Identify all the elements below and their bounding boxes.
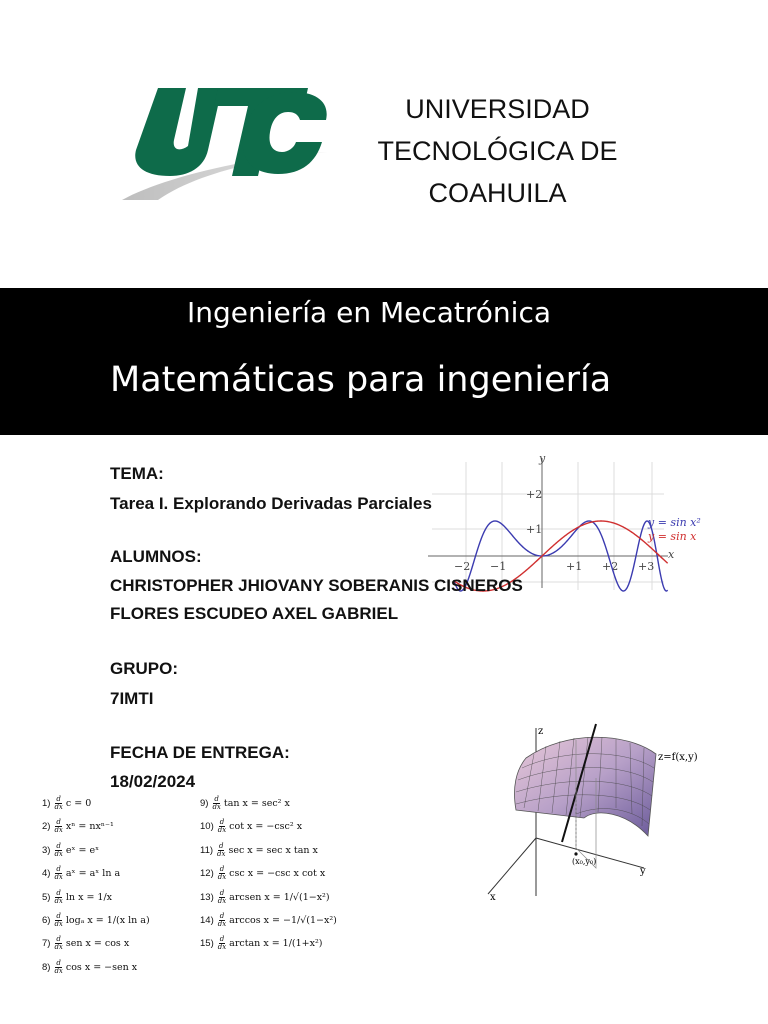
formula-expression: xⁿ = nxⁿ⁻¹ [65, 821, 114, 833]
formula-expression: sec x = sec x tan x [228, 844, 318, 856]
x-tick-3: +3 [638, 560, 655, 573]
ddx-operator: d dx [217, 935, 227, 952]
formula-number: 7) [42, 938, 51, 950]
university-line-3: COAHUILA [428, 178, 567, 208]
ddx-operator: d dx [212, 795, 221, 811]
formula-expression: ln x = 1/x [65, 891, 113, 903]
formula-expression: c = 0 [65, 798, 92, 809]
university-name [345, 88, 650, 214]
formula-number: 13) [200, 891, 214, 903]
ddx-operator: d dx [54, 958, 63, 975]
formula-left-6 [42, 936, 129, 951]
x-axis-label: x [668, 548, 675, 561]
ddx-operator: d dx [54, 841, 63, 858]
formula-number: 9) [200, 798, 209, 809]
formula-left-7 [42, 960, 137, 975]
university-line-1: UNIVERSIDAD [405, 94, 590, 124]
sine-graph [424, 452, 710, 592]
x-label: x [490, 892, 496, 903]
formula-number: 12) [200, 868, 214, 880]
topic-label: TEMA: [110, 464, 164, 483]
formula-left-4 [42, 890, 112, 905]
university-line-2: TECNOLÓGICA DE [377, 136, 618, 166]
students-label: ALUMNOS: [110, 547, 202, 566]
formula-number: 11) [200, 844, 214, 856]
ddx-operator: d dx [217, 888, 227, 905]
date-label: FECHA DE ENTREGA: [110, 743, 290, 762]
formula-right-2 [200, 843, 318, 858]
formula-right-0 [200, 796, 290, 811]
x-axis [488, 838, 536, 894]
formula-expression: cos x = −sen x [65, 961, 138, 973]
ddx-operator: d dx [217, 912, 227, 928]
university-logo [118, 80, 333, 210]
point-label: (x₀,y₀) [572, 857, 597, 866]
y-tick-1: +1 [526, 523, 543, 536]
logo-letters [135, 88, 326, 176]
career-name: Ingeniería en Mecatrónica [187, 296, 551, 329]
x-tick-2: +2 [602, 560, 619, 573]
ddx-operator: d dx [54, 935, 63, 952]
ddx-operator: d dx [54, 865, 63, 882]
formula-expression: aˣ = aˣ ln a [65, 868, 121, 880]
formula-expression: csc x = −csc x cot x [229, 868, 326, 880]
formula-expression: logₐ x = 1/(x ln a) [65, 915, 150, 926]
formula-right-4 [200, 890, 330, 905]
formula-expression: tan x = sec² x [223, 798, 290, 809]
y-tick-2: +2 [526, 488, 543, 501]
ddx-operator: d dx [54, 912, 63, 928]
formula-number: 15) [200, 938, 214, 950]
formula-left-3 [42, 866, 120, 881]
group-label: GRUPO: [110, 659, 178, 678]
subject-title: Matemáticas para ingeniería [110, 360, 612, 400]
formula-number: 4) [42, 868, 51, 880]
formula-expression: eˣ = eˣ [65, 844, 100, 856]
surface-graph [476, 718, 702, 908]
formula-right-1 [200, 819, 302, 834]
ddx-operator: d dx [217, 841, 226, 858]
formula-number: 6) [42, 915, 51, 926]
x-tick-1: +1 [566, 560, 583, 573]
group-value: 7IMTI [110, 689, 154, 708]
formula-expression: cot x = −csc² x [229, 821, 303, 833]
y-axis-label: y [539, 452, 546, 465]
ddx-operator: d dx [217, 865, 227, 882]
y-label: y [640, 866, 646, 877]
ddx-operator: d dx [54, 888, 63, 905]
formula-left-1 [42, 819, 114, 834]
formula-left-0 [42, 796, 91, 811]
x-tick-neg2: −2 [454, 560, 471, 573]
formula-expression: sen x = cos x [65, 938, 130, 950]
student-1-name: CHRISTOPHER JHIOVANY SOBERANIS CISNEROS [110, 576, 523, 595]
formula-number: 8) [42, 961, 51, 973]
formula-right-3 [200, 866, 325, 881]
formula-number: 14) [200, 915, 214, 926]
formula-number: 5) [42, 891, 51, 903]
formula-number: 2) [42, 821, 51, 833]
formula-right-5 [200, 913, 337, 928]
formula-expression: arccos x = −1/√(1−x²) [229, 915, 337, 926]
z-label: z [538, 726, 544, 737]
ddx-operator: d dx [217, 818, 227, 835]
surface-label: z=f(x,y) [658, 752, 698, 763]
legend-sin-x: y = sin x [648, 530, 697, 543]
student-2-name: FLORES ESCUDEO AXEL GABRIEL [110, 604, 399, 623]
ddx-operator: d dx [54, 818, 63, 835]
formula-expression: arctan x = 1/(1+x²) [229, 938, 323, 950]
formula-number: 3) [42, 844, 51, 856]
ddx-operator: d dx [54, 795, 63, 811]
formula-left-5 [42, 913, 150, 928]
formula-number: 1) [42, 798, 51, 809]
formula-left-2 [42, 843, 99, 858]
formula-expression: arcsen x = 1/√(1−x²) [229, 891, 330, 903]
point-marker [574, 852, 577, 855]
formula-right-6 [200, 936, 323, 951]
topic-value: Tarea I. Explorando Derivadas Parciales [110, 494, 432, 513]
x-tick-neg1: −1 [490, 560, 507, 573]
formula-number: 10) [200, 821, 214, 833]
date-value: 18/02/2024 [110, 772, 196, 791]
legend-sin-x2: y = sin x² [648, 516, 701, 529]
